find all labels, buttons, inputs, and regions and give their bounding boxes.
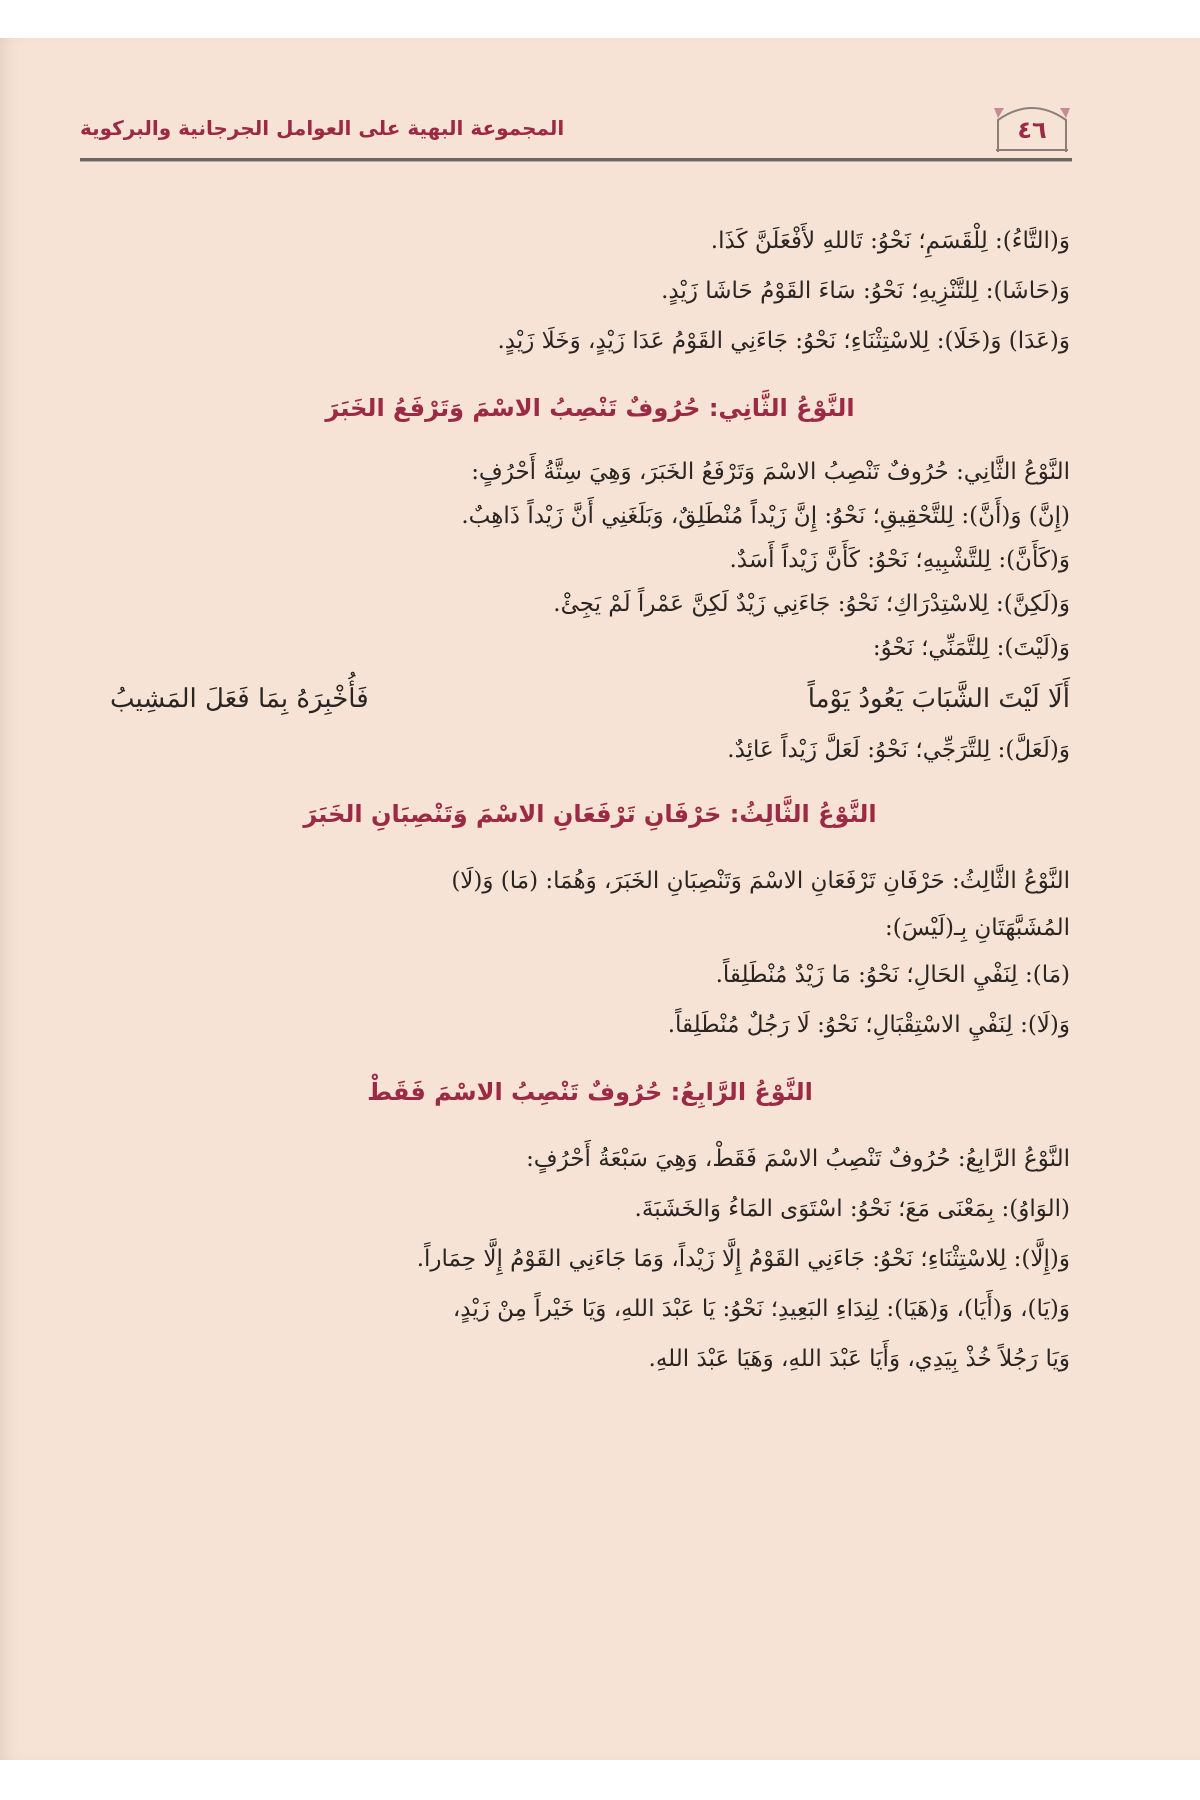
text-line: المُشَبَّهَتَانِ بِـ(لَيْسَ): bbox=[884, 915, 1070, 941]
text-line: (إِنَّ) وَ(أَنَّ): لِلتَّحْقِيقِ؛ نَحْوُ: إِنَّ زَيْداً مُنْطَلِقٌ، وَبَلَغَنِي أَنَّ زَيْداً ذَاهِبٌ. bbox=[461, 503, 1070, 529]
section-third-type bbox=[110, 772, 1070, 1050]
book-page bbox=[0, 38, 1200, 1760]
section-fourth-type bbox=[110, 1050, 1070, 1384]
text-line: وَ(حَاشَا): لِلتَّنْزِيهِ؛ نَحْوُ: سَاءَ القَوْمُ حَاشَا زَيْدٍ. bbox=[661, 278, 1070, 304]
text-line: وَ(لَعَلَّ): لِلتَّرَجِّي؛ نَحْوُ: لَعَلَّ زَيْداً عَائِدٌ. bbox=[727, 737, 1070, 763]
text-line: وَيَا رَجُلاً خُذْ بِيَدِي، وَأَيَا عَبْدَ اللهِ، وَهَيَا عَبْدَ اللهِ. bbox=[648, 1346, 1070, 1372]
page-body bbox=[110, 216, 1070, 1384]
running-title: المجموعة البهية على العوامل الجرجانية والبركوية bbox=[80, 116, 565, 140]
text-line: (الوَاوُ): بِمَعْنَى مَعَ؛ نَحْوُ: اسْتَوَى المَاءُ وَالخَشَبَةَ. bbox=[634, 1196, 1070, 1222]
text-line: وَ(لَيْتَ): لِلتَّمَنِّي؛ نَحْوُ: bbox=[872, 635, 1070, 661]
section-second-type bbox=[110, 366, 1070, 772]
section-heading: النَّوْعُ الثَّالِثُ: حَرْفَانِ تَرْفَعَانِ الاسْمَ وَتَنْصِبَانِ الخَبَرَ bbox=[303, 800, 877, 828]
text-line: وَ(التَّاءُ): لِلْقَسَمِ؛ نَحْوُ: تَاللهِ لأَفْعَلَنَّ كَذَا. bbox=[710, 228, 1070, 254]
intro-block bbox=[110, 216, 1070, 366]
section-heading: النَّوْعُ الثَّانِي: حُرُوفٌ تَنْصِبُ الاسْمَ وَتَرْفَعُ الخَبَرَ bbox=[325, 394, 855, 422]
text-line: وَ(لَا): لِنَفْيِ الاسْتِقْبَالِ؛ نَحْوُ: لَا رَجُلٌ مُنْطَلِقاً. bbox=[667, 1012, 1070, 1038]
text-line: (مَا): لِنَفْيِ الحَالِ؛ نَحْوُ: مَا زَيْدٌ مُنْطَلِقاً. bbox=[715, 962, 1070, 988]
page-number-badge bbox=[992, 102, 1072, 154]
text-line: وَ(لَكِنَّ): لِلاسْتِدْرَاكِ؛ نَحْوُ: جَاءَنِي زَيْدٌ لَكِنَّ عَمْراً لَمْ يَجِئْ. bbox=[553, 591, 1070, 617]
text-line: وَ(كَأَنَّ): لِلتَّشْبِيهِ؛ نَحْوُ: كَأَنَّ زَيْداً أَسَدٌ. bbox=[729, 547, 1070, 573]
text-line: النَّوْعُ الرَّابِعُ: حُرُوفٌ تَنْصِبُ الاسْمَ فَقَطْ، وَهِيَ سَبْعَةُ أَحْرُفٍ: bbox=[526, 1146, 1070, 1172]
text-line: وَ(عَدَا) وَ(خَلَا): لِلاسْتِثْنَاءِ؛ نَحْوُ: جَاءَنِي القَوْمُ عَدَا زَيْدٍ، وَخَلَا زَيْدٍ. bbox=[497, 328, 1070, 354]
text-line: النَّوْعُ الثَّالِثُ: حَرْفَانِ تَرْفَعَانِ الاسْمَ وَتَنْصِبَانِ الخَبَرَ، وَهُمَا: (مَا) وَ(لَا) bbox=[451, 868, 1070, 894]
header-divider bbox=[80, 158, 1072, 162]
text-line: النَّوْعُ الثَّانِي: حُرُوفٌ تَنْصِبُ الاسْمَ وَتَرْفَعُ الخَبَرَ، وَهِيَ سِتَّةُ أَحْرُفٍ: bbox=[471, 459, 1070, 485]
verse-first-hemistich: أَلَا لَيْتَ الشَّبَابَ يَعُودُ يَوْماً bbox=[807, 684, 1070, 714]
poetry-verse bbox=[110, 670, 1070, 728]
page-header bbox=[80, 102, 1072, 162]
page-number: ٤٦ bbox=[1017, 116, 1047, 144]
section-heading: النَّوْعُ الرَّابِعُ: حُرُوفٌ تَنْصِبُ الاسْمَ فَقَطْ bbox=[367, 1078, 813, 1106]
verse-second-hemistich: فَأُخْبِرَهُ بِمَا فَعَلَ المَشِيبُ bbox=[110, 684, 369, 714]
text-line: وَ(إِلَّا): لِلاسْتِثْنَاءِ؛ نَحْوُ: جَاءَنِي القَوْمُ إِلَّا زَيْداً، وَمَا جَاءَنِي القَوْمُ إِلَّا حِمَاراً. bbox=[416, 1246, 1070, 1272]
text-line: وَ(يَا)، وَ(أَيَا)، وَ(هَيَا): لِنِدَاءِ البَعِيدِ؛ نَحْوُ: يَا عَبْدَ اللهِ، وَيَا خَيْراً مِنْ زَيْدٍ، bbox=[452, 1296, 1070, 1322]
